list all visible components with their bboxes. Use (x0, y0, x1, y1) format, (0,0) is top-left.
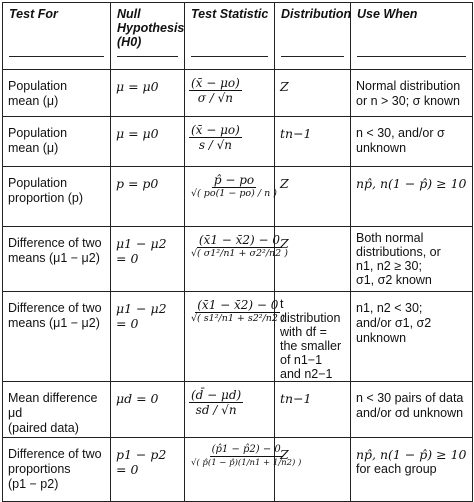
cell-null-hypothesis: μ1 − μ2 = 0 (111, 227, 185, 292)
cell-test-for: Difference of two means (μ1 − μ2) (3, 292, 111, 382)
formula: $\frac{(d̄ - \mu d)}{sd / √n}$ (191, 388, 242, 417)
cell-test-statistic (185, 292, 285, 382)
cell-distribution: Z (275, 438, 351, 502)
formula: $\frac{(x̄ - \mu o)}{s / √n}$ (191, 123, 240, 152)
cell-test-statistic (185, 382, 275, 438)
table-row (3, 70, 473, 117)
cell-use-when: n < 30, and/or σ unknown (351, 117, 473, 167)
header-null-hypothesis: Null Hypothesis (H0) (111, 3, 185, 70)
formula: $\frac{(p̂1 - p̂2) - 0}{√( p̂(1 - p̂)(1/n1 + 1/n2) )}$ (191, 444, 302, 468)
cell-test-statistic (185, 438, 302, 502)
cell-distribution: tn−1 (275, 382, 351, 438)
cell-use-when: np̂, n(1 − p̂) ≥ 10 for each group (351, 438, 473, 502)
cell-test-for: Population proportion (p) (3, 167, 111, 227)
cell-use-when: n < 30 pairs of data and/or σd unknown (351, 382, 473, 438)
cell-null-hypothesis: μd = 0 (111, 382, 185, 438)
formula: $\frac{(x̄1 - x̄2) - 0}{\text{√( s1²/n1 + s2²/n2 )}}$ (191, 298, 285, 324)
cell-use-when: np̂, n(1 − p̂) ≥ 10 (351, 167, 473, 227)
formula: $\frac{p̂ - po}{√( po(1 - po) / n )}$ (191, 173, 277, 199)
cell-use-when: Normal distribution or n > 30; σ known (351, 70, 473, 117)
header-test-for: Test For (3, 3, 111, 70)
header-use-when: Use When (351, 3, 473, 70)
cell-test-for: Difference of two proportions (p1 − p2) (3, 438, 111, 502)
cell-null-hypothesis: μ1 − μ2 = 0 (111, 292, 185, 382)
cell-test-for: Difference of two means (μ1 − μ2) (3, 227, 111, 292)
cell-distribution: tn−1 (275, 117, 351, 167)
cell-test-statistic (185, 117, 275, 167)
cell-test-for: Mean difference μd (paired data) (3, 382, 111, 438)
cell-test-for: Population mean (μ) (3, 117, 111, 167)
cell-test-statistic (185, 70, 275, 117)
hypothesis-test-table (2, 2, 473, 502)
cell-null-hypothesis: μ = μ0 (111, 117, 185, 167)
cell-null-hypothesis: p = p0 (111, 167, 185, 227)
cell-use-when: n1, n2 < 30; and/or σ1, σ2 unknown (351, 292, 473, 382)
table-row (3, 438, 473, 502)
cell-distribution: t distribution with df = the smaller of n1−1 and n2−1 (275, 292, 351, 382)
header-row (3, 3, 473, 70)
header-test-statistic: Test Statistic (185, 3, 275, 70)
cell-use-when: Both normal distributions, or n1, n2 ≥ 30; σ1, σ2 known (351, 227, 473, 292)
header-distribution: Distribution (275, 3, 351, 70)
cell-null-hypothesis: μ = μ0 (111, 70, 185, 117)
table-row (3, 292, 473, 382)
cell-distribution: Z (275, 167, 351, 227)
cell-null-hypothesis: p1 − p2 = 0 (111, 438, 185, 502)
cell-distribution: Z (275, 227, 351, 292)
formula: $\frac{(x̄1 - x̄2) - 0}{\text{√( σ1²/n1 + σ2²/n2 )}}$ (191, 233, 288, 259)
table-row (3, 117, 473, 167)
cell-test-statistic (185, 227, 288, 292)
table-row (3, 167, 473, 227)
cell-distribution: Z (275, 70, 351, 117)
table-row (3, 227, 473, 292)
table-row (3, 382, 473, 438)
formula: $\frac{(x̄ - \mu o)}{\sigma / √n}$ (191, 76, 240, 105)
cell-test-for: Population mean (μ) (3, 70, 111, 117)
cell-test-statistic (185, 167, 275, 227)
